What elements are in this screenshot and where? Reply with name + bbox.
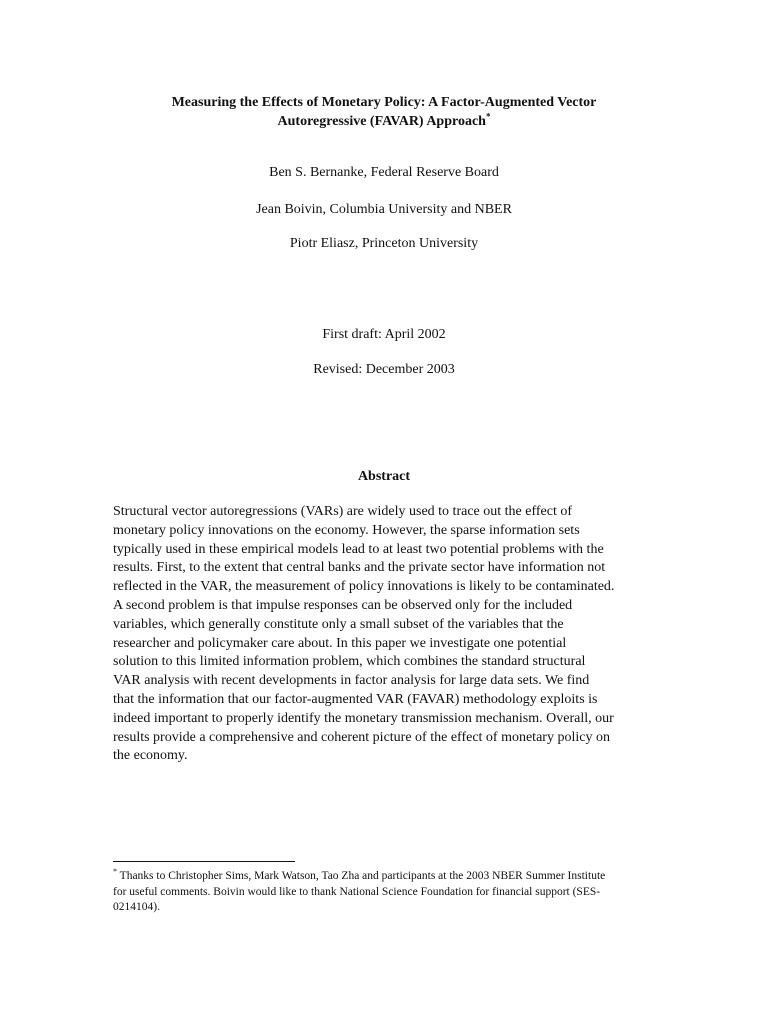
paper-title-line-1: Measuring the Effects of Monetary Policy: A Factor-Augmented Vector	[171, 95, 597, 110]
abstract-line: Structural vector autoregressions (VARs) are widely used to trace out the effect of	[113, 504, 572, 519]
author-eliasz: Piotr Eliasz, Princeton University	[289, 236, 479, 251]
abstract-line: reflected in the VAR, the measurement of policy innovations is likely to be contaminated.	[113, 579, 615, 595]
abstract-heading: Abstract	[357, 469, 411, 484]
abstract-line: the economy.	[113, 748, 188, 764]
abstract-line: that the information that our factor-augmented VAR (FAVAR) methodology exploits is	[113, 691, 598, 707]
paper-title	[0, 93, 768, 131]
abstract-line: monetary policy innovations on the economy. However, the sparse information sets	[113, 522, 580, 538]
revised-date: Revised: December 2003	[313, 362, 455, 377]
footnote-line-1-text: Thanks to Christopher Sims, Mark Watson, Tao Zha and participants at the 2003 NBER Summer Institute	[117, 870, 606, 882]
abstract-line: results provide a comprehensive and coherent picture of the effect of monetary policy on	[113, 729, 610, 745]
footnote-line: 0214104).	[113, 901, 160, 913]
abstract-line: typically used in these empirical models lead to at least two potential problems with the	[113, 541, 604, 557]
first-draft-date: First draft: April 2002	[322, 327, 446, 342]
abstract-text	[113, 503, 653, 766]
author-boivin: Jean Boivin, Columbia University and NBER	[256, 202, 512, 217]
author-bernanke: Ben S. Bernanke, Federal Reserve Board	[269, 165, 499, 180]
footnote-marker: *	[113, 867, 117, 877]
abstract-line: indeed important to properly identify the monetary transmission mechanism. Overall, our	[113, 710, 614, 726]
footnote-divider	[113, 861, 295, 862]
paper-title-line-2	[0, 112, 768, 131]
paper-title-line-2-text: Autoregressive (FAVAR) Approach	[277, 114, 486, 129]
title-footnote-marker: *	[485, 111, 491, 122]
abstract-line: VAR analysis with recent developments in factor analysis for large data sets. We find	[113, 673, 590, 689]
abstract-line: solution to this limited information problem, which combines the standard structural	[113, 654, 586, 670]
footnote	[113, 869, 658, 916]
abstract-line: A second problem is that impulse responses can be observed only for the included	[113, 597, 573, 613]
abstract-line: variables, which generally constitute only a small subset of the variables that the	[113, 616, 564, 632]
abstract-line: researcher and policymaker care about. In this paper we investigate one potential	[113, 635, 567, 651]
abstract-line: results. First, to the extent that central banks and the private sector have information not	[113, 560, 606, 576]
footnote-line	[113, 869, 658, 885]
footnote-line: for useful comments. Boivin would like to thank National Science Foundation for financial support (SES-	[113, 885, 601, 898]
